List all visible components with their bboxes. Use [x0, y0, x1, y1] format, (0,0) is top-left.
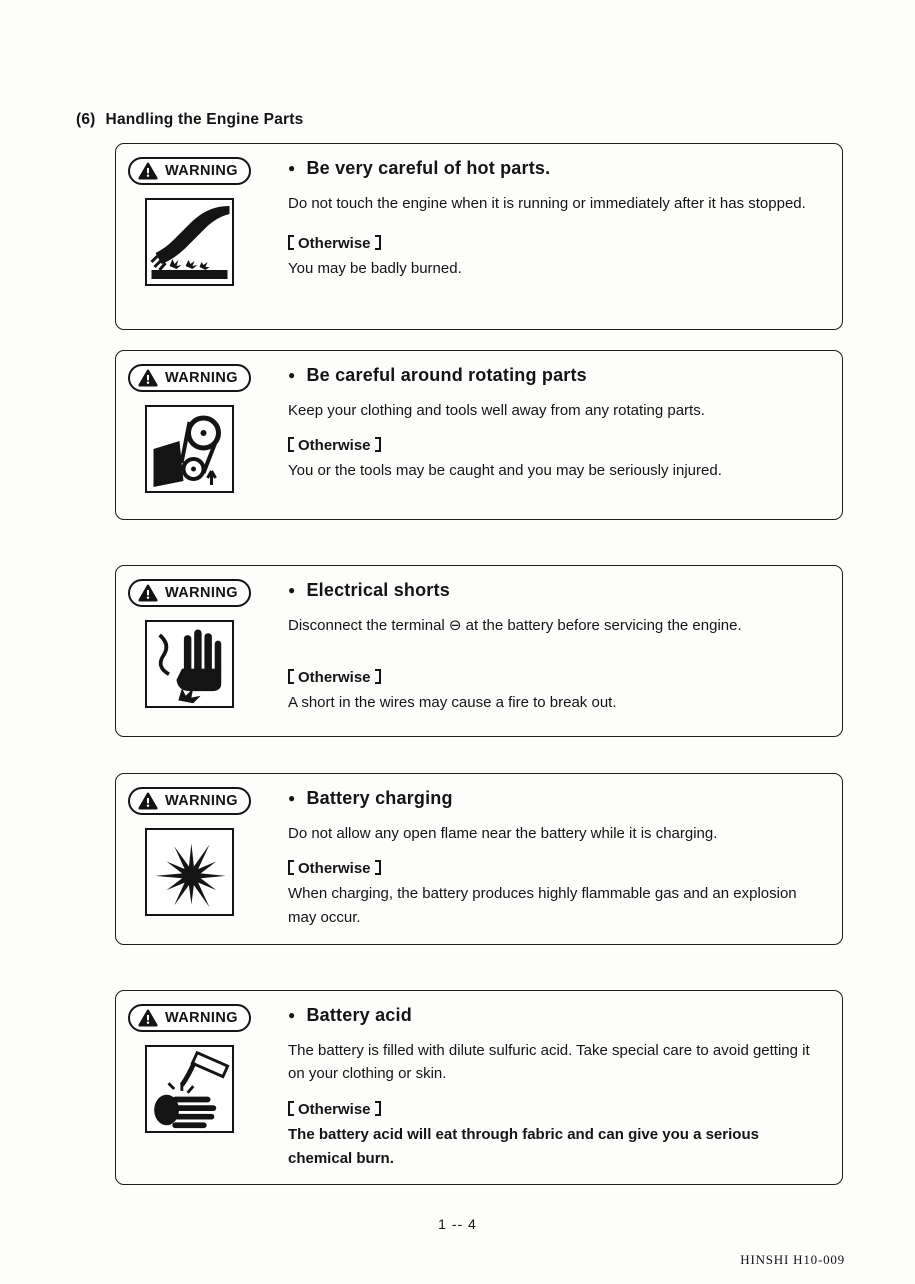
lenticular-bracket-left [288, 860, 294, 875]
bullet-icon: ● [288, 368, 296, 382]
lenticular-bracket-left [288, 437, 294, 452]
electrical-spark-hand-icon [145, 620, 234, 708]
warning-heading [288, 580, 826, 601]
warning-box-hot-parts [115, 143, 843, 330]
warning-body: Disconnect the terminal ⊖ at the battery before servicing the engine. [288, 617, 742, 634]
warning-heading [288, 1005, 826, 1026]
lenticular-bracket-left [288, 235, 294, 250]
warning-triangle-icon [138, 369, 158, 387]
section-title: Handling the Engine Parts [105, 111, 304, 128]
acid-pour-hand-icon [145, 1045, 234, 1133]
warning-badge-label: WARNING [165, 793, 238, 809]
warning-consequence: The battery acid will eat through fabric and can give you a serious chemical burn. [288, 1125, 759, 1167]
lenticular-bracket-right [375, 1101, 381, 1116]
bullet-icon: ● [288, 583, 296, 597]
bullet-icon: ● [288, 791, 296, 805]
warning-badge-label: WARNING [165, 1010, 238, 1026]
warning-badge [128, 1004, 251, 1032]
warning-consequence: When charging, the battery produces highly flammable gas and an explosion may occur. [288, 885, 797, 927]
lenticular-bracket-right [375, 437, 381, 452]
otherwise-word: Otherwise [298, 860, 371, 878]
warning-consequence: You or the tools may be caught and you may be seriously injured. [288, 462, 722, 480]
warning-badge [128, 157, 251, 185]
warning-triangle-icon [138, 1009, 158, 1027]
warning-heading [288, 365, 826, 386]
lenticular-bracket-right [375, 235, 381, 250]
warning-consequence: A short in the wires may cause a fire to break out. [288, 694, 617, 712]
warning-heading-text: Be very careful of hot parts. [306, 158, 551, 178]
warning-heading [288, 788, 826, 809]
otherwise-label [288, 437, 826, 454]
otherwise-word: Otherwise [298, 235, 371, 253]
bullet-icon: ● [288, 1008, 296, 1022]
lenticular-bracket-left [288, 1101, 294, 1116]
bullet-icon: ● [288, 161, 296, 175]
otherwise-word: Otherwise [298, 1100, 371, 1118]
otherwise-word: Otherwise [298, 437, 371, 455]
warning-body: Keep your clothing and tools well away from any rotating parts. [288, 402, 705, 419]
warning-triangle-icon [138, 162, 158, 180]
warning-body: Do not allow any open flame near the battery while it is charging. [288, 825, 718, 842]
lenticular-bracket-right [375, 669, 381, 684]
rotating-belt-pulley-icon [145, 405, 234, 493]
section-number: (6) [76, 111, 96, 128]
doc-code: HINSHI H10-009 [740, 1252, 845, 1267]
warning-triangle-icon [138, 792, 158, 810]
lenticular-bracket-left [288, 669, 294, 684]
section-heading [76, 111, 303, 129]
warning-consequence: You may be badly burned. [288, 260, 462, 278]
otherwise-label [288, 235, 826, 252]
hot-surface-hand-icon [145, 198, 234, 286]
warning-body: Do not touch the engine when it is running or immediately after it has stopped. [288, 195, 806, 212]
warning-badge [128, 579, 251, 607]
warning-badge-label: WARNING [165, 370, 238, 386]
warning-heading-text: Electrical shorts [306, 580, 450, 600]
warning-box-rotating-parts [115, 350, 843, 520]
lenticular-bracket-right [375, 860, 381, 875]
warning-badge [128, 364, 251, 392]
otherwise-label [288, 860, 826, 877]
otherwise-word: Otherwise [298, 669, 371, 687]
otherwise-label [288, 669, 826, 686]
warning-heading [288, 158, 826, 179]
warning-box-battery-acid [115, 990, 843, 1185]
warning-body: The battery is filled with dilute sulfuric acid. Take special care to avoid getting it on your clothing or skin. [288, 1042, 810, 1083]
otherwise-label [288, 1101, 826, 1118]
warning-heading-text: Battery charging [306, 788, 453, 808]
warning-badge-label: WARNING [165, 163, 238, 179]
warning-heading-text: Be careful around rotating parts [306, 365, 587, 385]
battery-explosion-icon [145, 828, 234, 916]
warning-badge-label: WARNING [165, 585, 238, 601]
warning-box-electrical-shorts [115, 565, 843, 737]
warning-box-battery-charging [115, 773, 843, 945]
warning-heading-text: Battery acid [306, 1005, 412, 1025]
warning-triangle-icon [138, 584, 158, 602]
warning-badge [128, 787, 251, 815]
page-number: 1 -- 4 [438, 1216, 477, 1232]
